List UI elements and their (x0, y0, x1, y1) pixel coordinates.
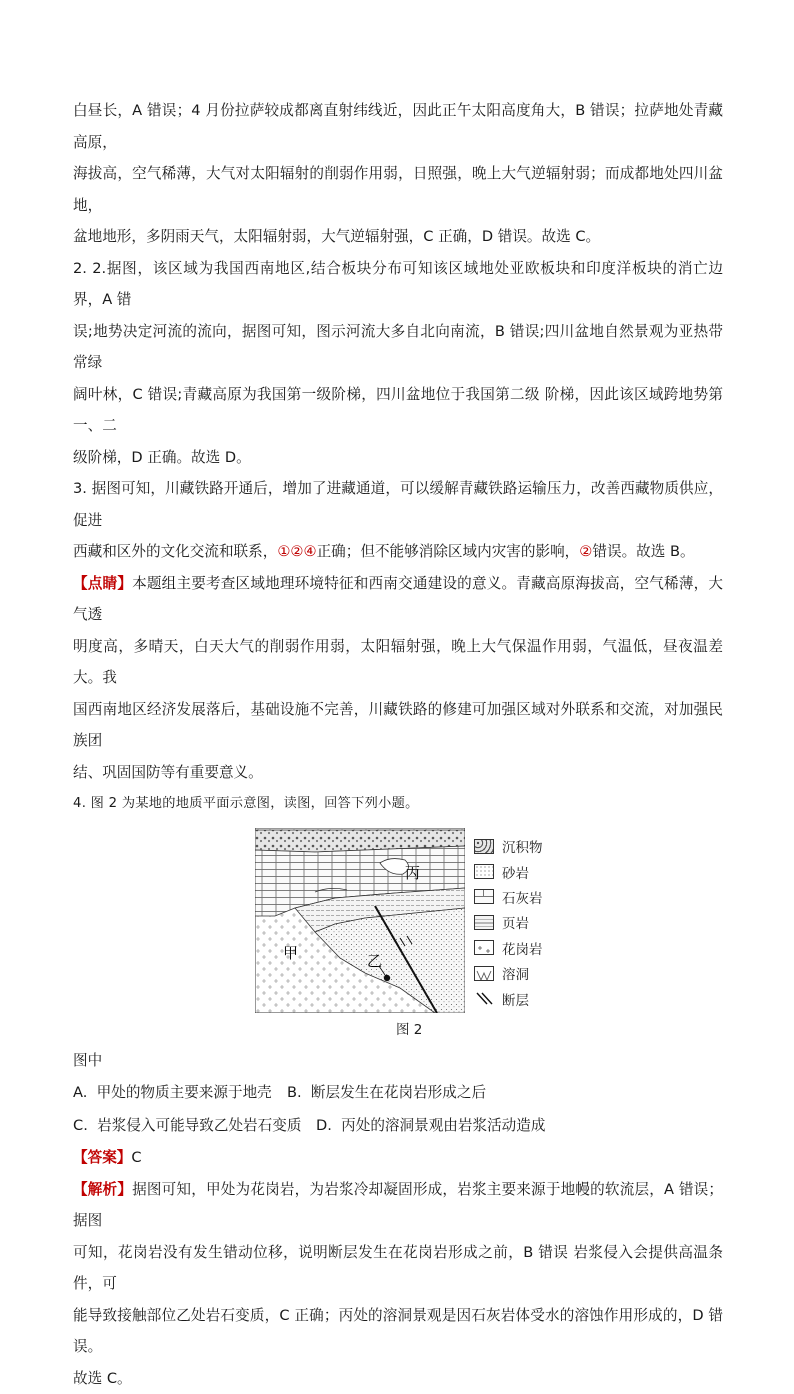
analysis-section (73, 1174, 723, 1394)
question-4-stem: 4. 图 2 为某地的地质平面示意图，读图，回答下列小题。 (73, 788, 723, 820)
option-a: A. 甲处的物质主要来源于地壳 (73, 1076, 287, 1109)
answer-line (73, 1142, 723, 1174)
text-line: 明度高，多晴天，白天大气的削弱作用弱，太阳辐射强，晚上大气保温作用弱，气温低，昼夜温差大。我 (73, 631, 723, 694)
label-jia: 甲 (283, 944, 298, 962)
text-line: 2. 2.据图，该区域为我国西南地区,结合板块分布可知该区域地处亚欧板块和印度洋板块的消亡边界，A 错 (73, 253, 723, 316)
text-segment: 正确；但不能够消除区域内灾害的影响， (317, 543, 580, 560)
text-line (73, 1174, 723, 1237)
legend-item (474, 834, 543, 859)
cave-swatch-icon (475, 969, 493, 981)
highlighted-numbers: ①②④ (277, 543, 316, 560)
text-segment: 本题组主要考查区域地理环境特征和西南交通建设的意义。青藏高原海拔高，空气稀薄，大气透 (73, 575, 723, 624)
text-line: 海拔高，空气稀薄，大气对太阳辐射的削弱作用弱，日照强，晚上大气逆辐射弱；而成都地处四川盆地， (73, 158, 723, 221)
legend-item (474, 859, 543, 884)
text-line: 国西南地区经济发展落后，基础设施不完善，川藏铁路的修建可加强区域对外联系和交流，对加强民族团 (73, 694, 723, 757)
legend-item (474, 910, 543, 935)
legend-item (474, 884, 543, 909)
shale-swatch (474, 915, 494, 930)
figure-caption: 图 2 (396, 1018, 422, 1038)
text-line: 能导致接触部位乙处岩石变质，C 正确；丙处的溶洞景观是因石灰岩体受水的溶蚀作用形成的，D 错误。 (73, 1300, 723, 1363)
analysis-tag: 【解析】 (73, 1181, 132, 1198)
option-d: D. 丙处的溶洞景观由岩浆活动造成 (316, 1109, 545, 1142)
legend-item (474, 960, 543, 985)
explanation-q2 (73, 253, 723, 474)
sediment-swatch (474, 839, 494, 854)
option-c: C. 岩浆侵入可能导致乙处岩石变质 (73, 1109, 316, 1142)
text-segment: 西藏和区外的文化交流和联系， (73, 543, 277, 560)
text-line: 3. 据图可知，川藏铁路开通后，增加了进藏通道，可以缓解青藏铁路运输压力，改善西藏物质供应，促进 (73, 473, 723, 536)
legend-item (474, 986, 543, 1011)
text-line (73, 536, 723, 568)
text-line: 结、巩固国防等有重要意义。 (73, 757, 723, 789)
text-line: 阔叶林，C 错误;青藏高原为我国第一级阶梯，四川盆地位于我国第二级 阶梯，因此该区域跨地势第一、二 (73, 379, 723, 442)
geology-cross-section (255, 828, 465, 1013)
legend-label: 断层 (502, 989, 529, 1009)
highlighted-number: ② (579, 543, 592, 560)
label-yi: 乙 (367, 952, 382, 970)
geology-figure (73, 828, 723, 1043)
label-bing: 丙 (405, 864, 420, 882)
answer-value: C (131, 1149, 141, 1166)
page-content (73, 95, 723, 1394)
options (73, 1076, 723, 1142)
question-lead: 图中 (73, 1045, 723, 1077)
legend-label: 溶洞 (502, 963, 529, 983)
granite-swatch-icon (475, 943, 493, 955)
legend-label: 花岗岩 (502, 938, 543, 958)
text-line: 盆地地形，多阴雨天气，太阳辐射弱，大气逆辐射强，C 正确，D 错误。故选 C。 (73, 221, 723, 253)
legend-item (474, 935, 543, 960)
explanation-q1-tail (73, 95, 723, 253)
option-b: B. 断层发生在花岗岩形成之后 (287, 1076, 486, 1109)
legend-label: 砂岩 (502, 862, 529, 882)
legend-label: 页岩 (502, 912, 529, 932)
text-line: 故选 C。 (73, 1363, 723, 1394)
text-line: 可知，花岗岩没有发生错动位移，说明断层发生在花岗岩形成之前，B 错误 岩浆侵入会提供高温条件，可 (73, 1237, 723, 1300)
sandstone-swatch (474, 864, 494, 879)
dianjing-tag: 【点睛】 (73, 575, 132, 592)
text-line: 级阶梯，D 正确。故选 D。 (73, 442, 723, 474)
text-line: 白昼长，A 错误；4 月份拉萨较成都离直射纬线近，因此正午太阳高度角大，B 错误；拉萨地处青藏高原， (73, 95, 723, 158)
explanation-q3 (73, 473, 723, 568)
limestone-swatch (474, 889, 494, 904)
text-segment: 据图可知，甲处为花岗岩，为岩浆冷却凝固形成，岩浆主要来源于地幔的软流层，A 错误；据图 (73, 1181, 723, 1230)
fault-icon (474, 991, 494, 1006)
text-line (73, 568, 723, 631)
granite-swatch (474, 940, 494, 955)
dianjing-section (73, 568, 723, 789)
cave-swatch (474, 966, 494, 981)
options-row-2 (73, 1109, 723, 1142)
legend-label: 沉积物 (502, 836, 543, 856)
text-line: 误;地势决定河流的流向，据图可知，图示河流大多自北向南流，B 错误;四川盆地自然景观为亚热带常绿 (73, 316, 723, 379)
figure-legend (474, 834, 543, 1012)
legend-label: 石灰岩 (502, 887, 543, 907)
answer-tag: 【答案】 (73, 1149, 131, 1166)
text-segment: 错误。故选 B。 (592, 543, 694, 560)
options-row-1 (73, 1076, 723, 1109)
